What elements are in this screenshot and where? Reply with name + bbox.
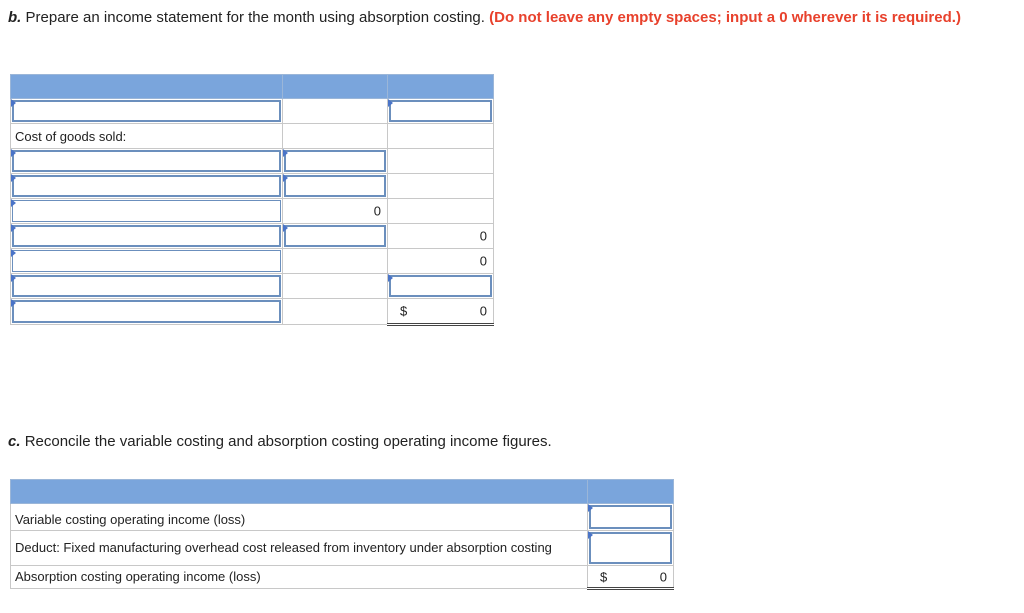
amount-input[interactable]: [284, 175, 386, 197]
header-cell: [11, 480, 588, 504]
total-cell: [588, 566, 674, 589]
dropdown-marker-icon: [588, 531, 593, 539]
dropdown-marker-icon: [11, 274, 16, 282]
dropdown-marker-icon: [11, 199, 16, 207]
table-row: [11, 299, 494, 325]
amount-input[interactable]: [389, 275, 492, 297]
label-input[interactable]: [12, 150, 281, 172]
empty-cell: [388, 199, 494, 224]
empty-cell: [388, 174, 494, 199]
label-input[interactable]: [12, 200, 281, 222]
amount-cell: [283, 199, 388, 224]
amount-cell: [388, 249, 494, 274]
table-row: [11, 504, 674, 531]
empty-cell: [283, 99, 388, 124]
label-input[interactable]: [12, 300, 281, 323]
empty-cell: [388, 124, 494, 149]
amount-cell: [283, 174, 388, 199]
dropdown-marker-icon: [11, 249, 16, 257]
dropdown-marker-icon: [283, 149, 288, 157]
dropdown-marker-icon: [388, 274, 393, 282]
label-cell: [11, 124, 283, 149]
amount-cell: [388, 274, 494, 299]
label-cell: [11, 174, 283, 199]
fixed-overhead-label: Deduct: Fixed manufacturing overhead cost released from inventory under absorption costing: [15, 540, 552, 555]
dropdown-marker-icon: [11, 174, 16, 182]
dropdown-marker-icon: [11, 224, 16, 232]
amount-input[interactable]: [284, 150, 386, 172]
dropdown-marker-icon: [588, 504, 593, 512]
table-row: [11, 566, 674, 589]
amount-input[interactable]: [389, 100, 492, 122]
label-cell: [11, 99, 283, 124]
label-cell: [11, 531, 588, 566]
table-row: [11, 99, 494, 124]
dropdown-marker-icon: [11, 149, 16, 157]
dropdown-marker-icon: [388, 99, 393, 107]
label-cell: [11, 299, 283, 325]
subtotal-value: 0: [373, 203, 381, 219]
empty-cell: [283, 124, 388, 149]
amount-input[interactable]: [284, 225, 386, 247]
label-cell: [11, 249, 283, 274]
table-row: [11, 531, 674, 566]
reconciliation-table: [10, 479, 674, 590]
question-b-instruction: (Do not leave any empty spaces; input a 0 wherever it is required.): [489, 9, 961, 26]
label-cell: [11, 224, 283, 249]
label-cell: [11, 274, 283, 299]
table-header-row: [11, 75, 494, 99]
amount-cell: [283, 224, 388, 249]
header-cell: [588, 480, 674, 504]
dropdown-marker-icon: [283, 224, 288, 232]
computed-value: 0: [479, 253, 487, 269]
label-cell: [11, 504, 588, 531]
table-row: [11, 199, 494, 224]
header-cell: [11, 75, 283, 99]
label-input[interactable]: [12, 275, 281, 297]
table-row: [11, 174, 494, 199]
computed-value: 0: [479, 228, 487, 244]
empty-cell: [283, 249, 388, 274]
dropdown-marker-icon: [283, 174, 288, 182]
dropdown-marker-icon: [11, 99, 16, 107]
dropdown-marker-icon: [11, 299, 16, 307]
total-value: 0: [479, 303, 487, 319]
question-b-letter: b.: [8, 9, 22, 26]
label-input[interactable]: [12, 175, 281, 197]
empty-cell: [388, 149, 494, 174]
question-b: [8, 9, 1008, 27]
question-c-letter: c.: [8, 433, 21, 450]
variable-income-label: Variable costing operating income (loss): [15, 511, 246, 527]
empty-cell: [283, 299, 388, 325]
amount-cell: [388, 99, 494, 124]
income-statement-table: [10, 74, 494, 326]
amount-cell: [588, 531, 674, 566]
question-c: [8, 433, 552, 451]
total-value: 0: [659, 569, 667, 584]
variable-income-input[interactable]: [589, 505, 672, 529]
dollar-sign: $: [600, 569, 608, 584]
empty-cell: [283, 274, 388, 299]
table-row: [11, 124, 494, 149]
table-row: [11, 224, 494, 249]
table-header-row: [11, 480, 674, 504]
header-cell: [388, 75, 494, 99]
header-cell: [283, 75, 388, 99]
label-cell: [11, 199, 283, 224]
fixed-overhead-input[interactable]: [589, 532, 672, 564]
amount-cell: [388, 224, 494, 249]
question-b-text: Prepare an income statement for the month using absorption costing.: [25, 9, 485, 26]
amount-cell: [283, 149, 388, 174]
amount-cell: [588, 504, 674, 531]
table-row: [11, 274, 494, 299]
label-input[interactable]: [12, 225, 281, 247]
question-c-text: Reconcile the variable costing and absorption costing operating income figures.: [24, 433, 552, 450]
table-row: [11, 249, 494, 274]
table-row: [11, 149, 494, 174]
label-cell: [11, 149, 283, 174]
cogs-label: Cost of goods sold:: [15, 128, 127, 144]
label-cell: [11, 566, 588, 589]
absorption-income-label: Absorption costing operating income (loss): [15, 569, 261, 584]
label-input[interactable]: [12, 250, 281, 272]
dollar-sign: $: [400, 303, 408, 319]
label-input[interactable]: [12, 100, 281, 122]
total-cell: [388, 299, 494, 325]
